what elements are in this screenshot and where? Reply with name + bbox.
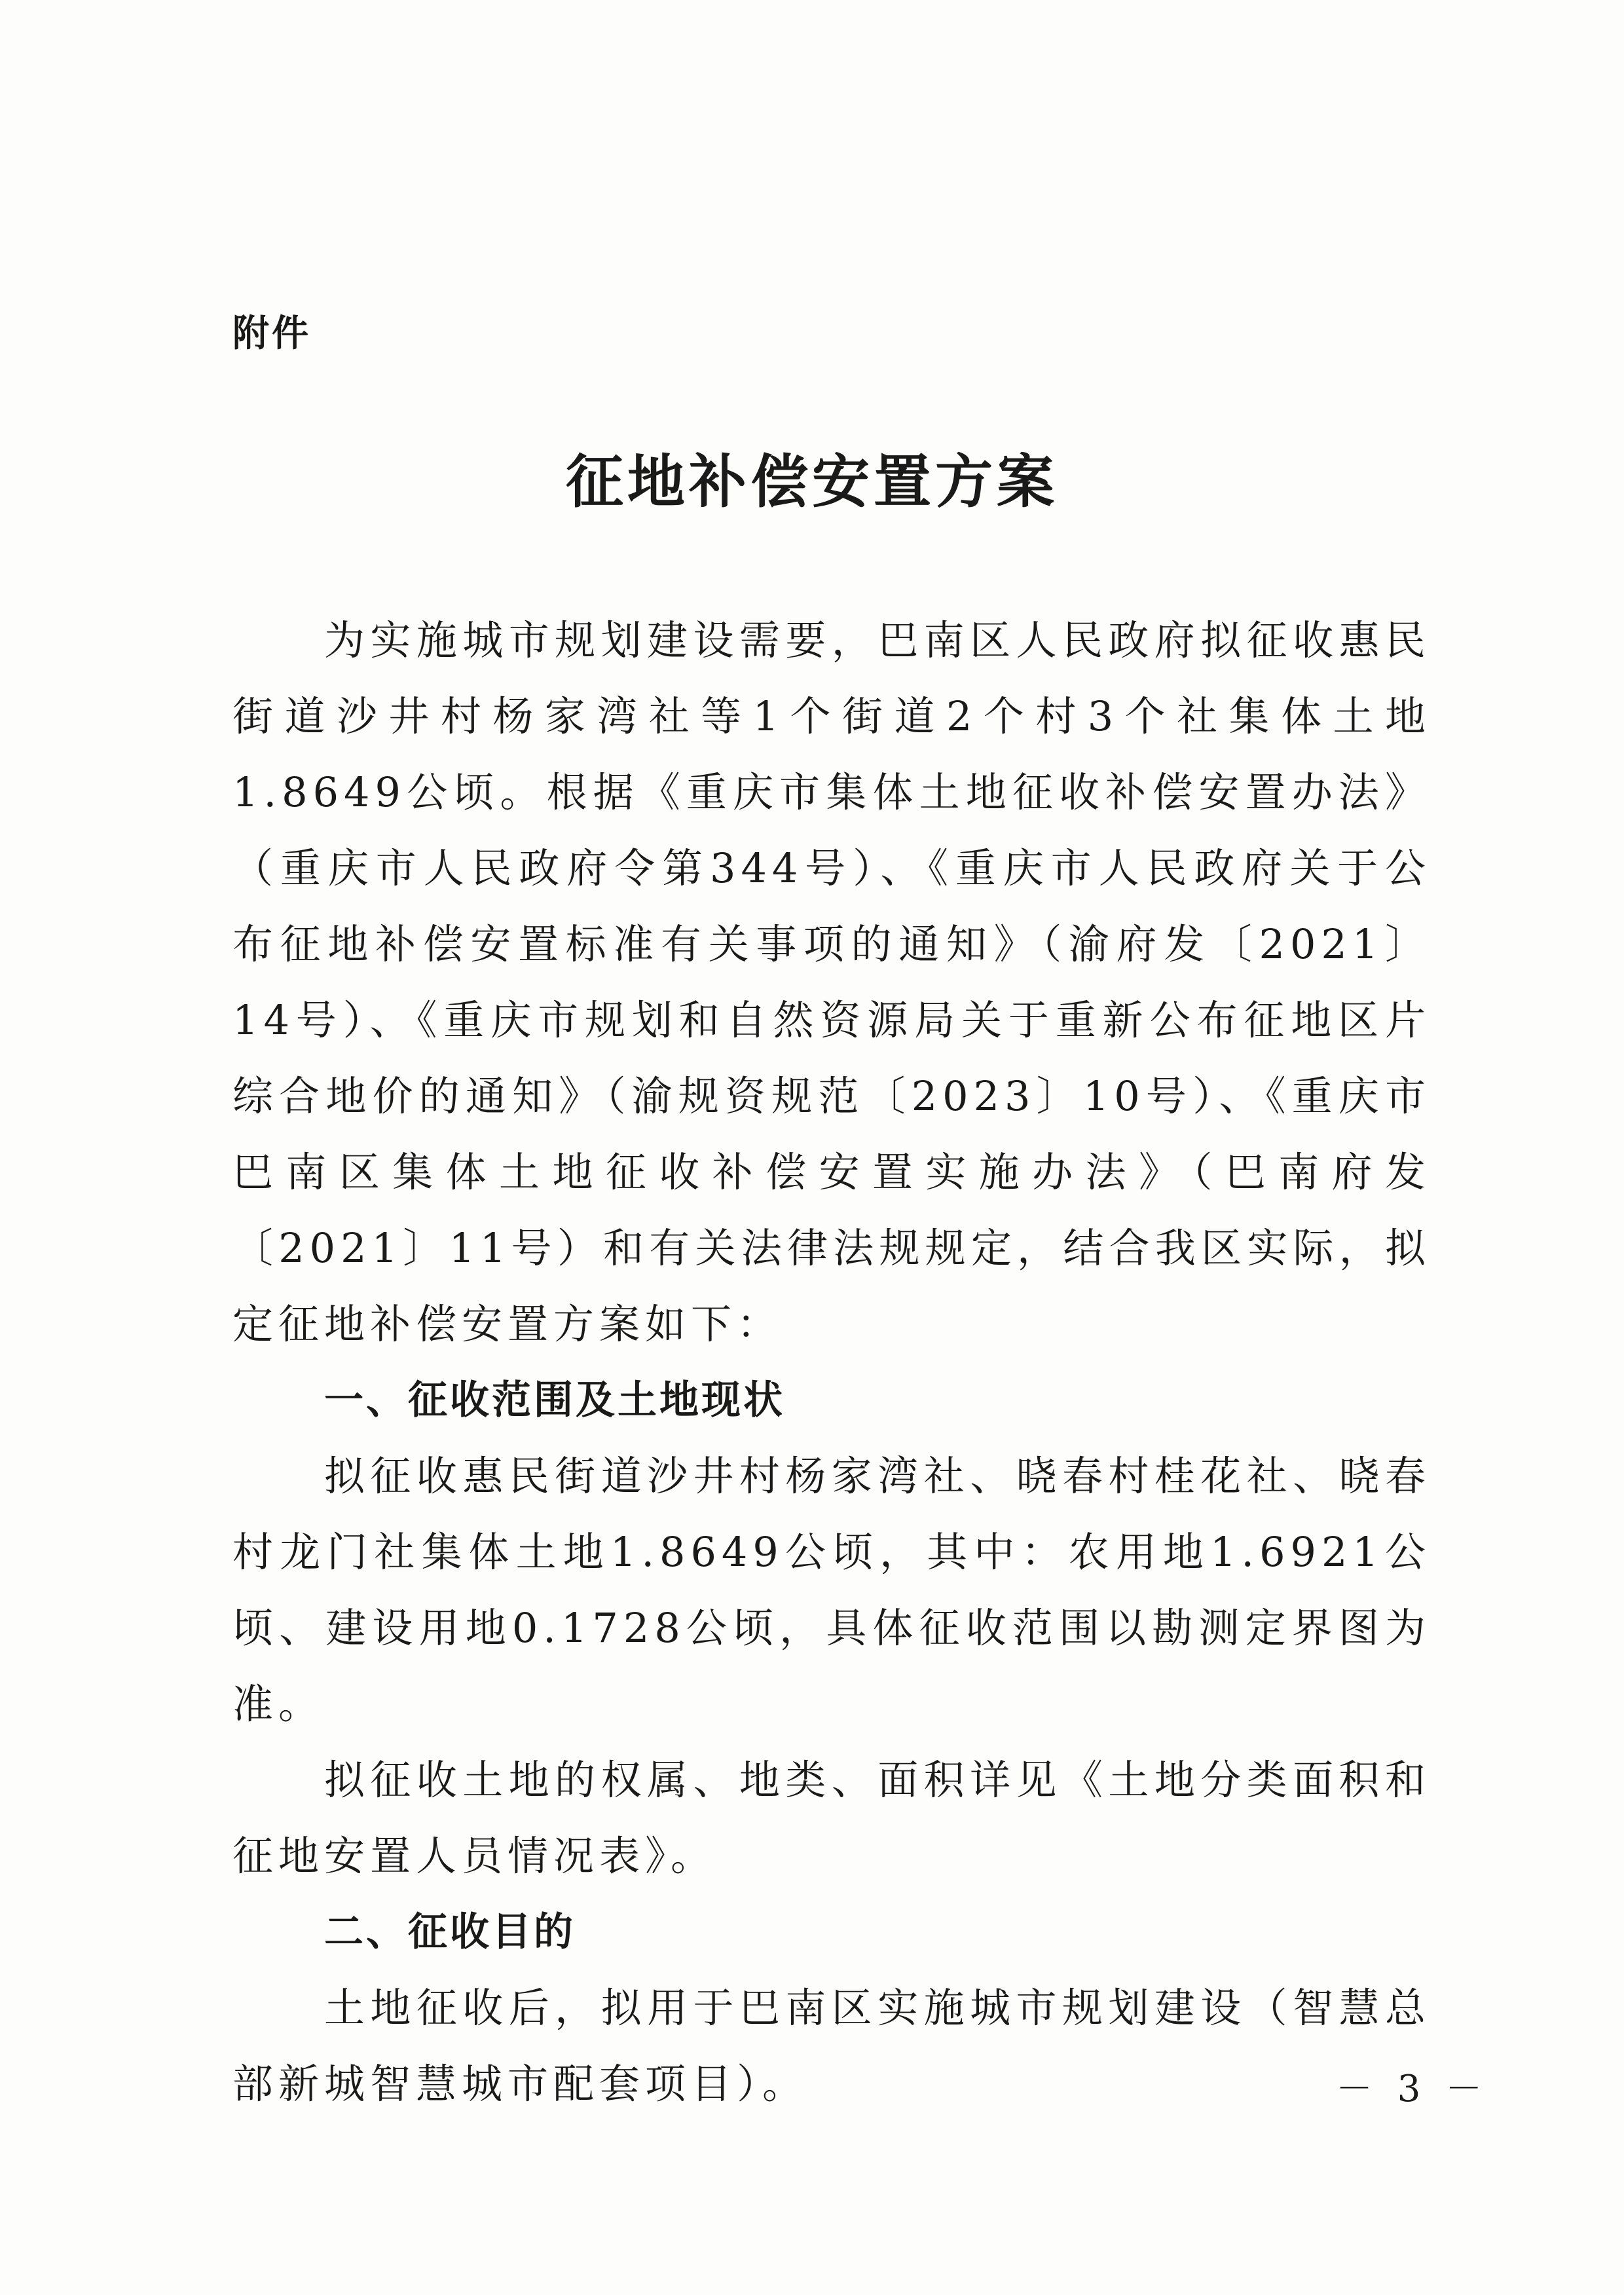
section-heading-scope: 一、征收范围及土地现状 [324, 1377, 785, 1423]
section-heading-purpose: 二、征收目的 [324, 1909, 576, 1955]
document-title: 征地补偿安置方案 [565, 447, 1058, 515]
document-body [232, 603, 1431, 2122]
ownership-paragraph: 拟征收土地的权属、地类、面积详见《土地分类面积和征地安置人员情况表》。 [232, 1756, 1431, 1880]
scope-paragraph: 拟征收惠民街道沙井村杨家湾社、晓春村桂花社、晓春村龙门社集体土地1.8649公顷，其中：农用地1.6921公顷、建设用地0.1728公顷，具体征收范围以勘测定界图为准。 [232, 1452, 1431, 1728]
page-number: － 3 － [1336, 2068, 1489, 2110]
intro-paragraph: 为实施城市规划建设需要，巴南区人民政府拟征收惠民街道沙井村杨家湾社等1个街道2个村3个社集体土地1.8649公顷。根据《重庆市集体土地征收补偿安置办法》（重庆市人民政府令第344号）、《重庆市人民政府关于公布征地补偿安置标准有关事项的通知》（渝府发〔2021〕14号）、《重庆市规划和自然资源局关于重新公布征地区片综合地价的通知》（渝规资规范〔2023〕10号）、《重庆市巴南区集体土地征收补偿安置实施办法》（巴南府发〔2021〕11号）和有关法律法规规定，结合我区实际，拟定征地补偿安置方案如下： [232, 616, 1431, 1348]
purpose-paragraph: 土地征收后，拟用于巴南区实施城市规划建设（智慧总部新城智慧城市配套项目）。 [232, 1984, 1431, 2108]
attachment-label: 附件 [232, 312, 311, 355]
